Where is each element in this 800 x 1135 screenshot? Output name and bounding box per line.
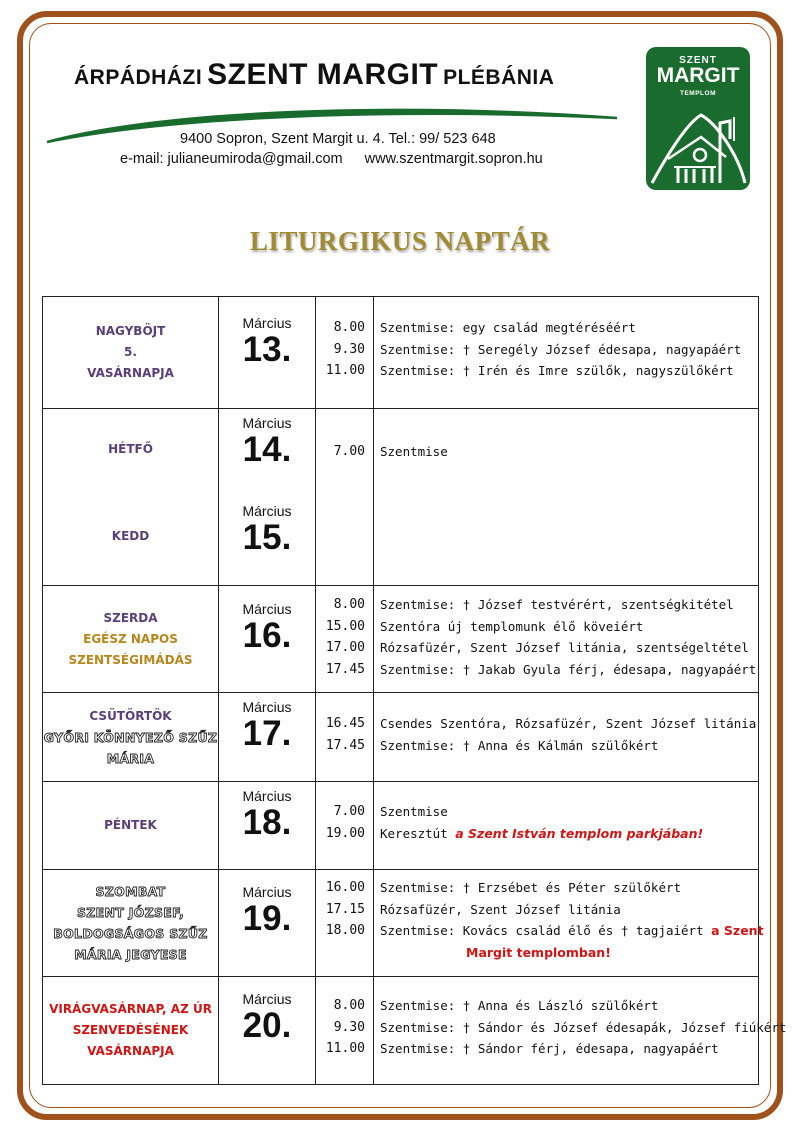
date-number: 14. bbox=[242, 430, 292, 469]
month-label: Március bbox=[242, 884, 292, 900]
time-value: 9.30 bbox=[333, 341, 365, 357]
event-text bbox=[374, 823, 758, 845]
contact-line bbox=[120, 151, 543, 167]
event-text: Szentmise: † József testvérért, szentségkitétel bbox=[380, 597, 734, 612]
date-cell bbox=[219, 409, 316, 586]
date-number: 18. bbox=[242, 803, 292, 842]
liturgical-calendar-table bbox=[42, 296, 787, 1085]
day-cell bbox=[43, 782, 219, 870]
event-text-prefix: Szentmise: Kovács család élő és † tagjaiért bbox=[380, 923, 712, 938]
day-subtitle: EGÉSZ NAPOS bbox=[83, 631, 178, 646]
day-subtitle: BOLDOGSÁGOS SZŰZ bbox=[53, 926, 208, 941]
email-text: e-mail: julianeumiroda@gmail.com bbox=[120, 151, 343, 167]
time-value: 16.45 bbox=[325, 716, 365, 731]
event-text: Szentmise: † Anna és Kálmán szülőkért bbox=[380, 737, 659, 753]
event-text: Szentmise: † Anna és László szülőkért bbox=[380, 998, 659, 1013]
month-label: Március bbox=[242, 601, 292, 617]
time-cell bbox=[316, 977, 374, 1085]
day-name: SZERDA bbox=[103, 610, 158, 625]
day-cell bbox=[43, 409, 219, 586]
time-value: 11.00 bbox=[325, 1041, 365, 1056]
date-cell bbox=[219, 870, 316, 977]
time-cell bbox=[316, 297, 374, 409]
time-value: 17.45 bbox=[325, 661, 365, 677]
church-logo bbox=[646, 47, 750, 190]
date-cell bbox=[219, 693, 316, 782]
table-row bbox=[43, 782, 759, 870]
event-text: Szentmise: † Irén és Imre szülők, nagyszülőkért bbox=[380, 363, 734, 378]
events-cell bbox=[374, 409, 759, 586]
month-label: Március bbox=[242, 699, 292, 715]
date-number: 16. bbox=[242, 616, 292, 655]
time-value: 7.00 bbox=[333, 444, 365, 459]
day-subtitle: SZENTSÉGIMÁDÁS bbox=[68, 652, 193, 667]
event-text: Szentmise: † Sándor és József édesapák, József fiúkért bbox=[380, 1019, 787, 1035]
event-text: Rózsafüzér, Szent József litánia bbox=[380, 901, 621, 917]
time-value: 19.00 bbox=[325, 825, 365, 841]
day-subtitle: MÁRIA JEGYESE bbox=[74, 947, 187, 962]
time-value: 17.15 bbox=[325, 901, 365, 917]
event-text: Szentóra új templomunk élő köveiért bbox=[380, 618, 644, 634]
events-cell bbox=[374, 870, 764, 977]
date-cell bbox=[219, 586, 316, 693]
events-cell bbox=[374, 977, 787, 1085]
day-name: SZENVEDÉSÉNEK bbox=[72, 1023, 189, 1037]
logo-line3: TEMPLOM bbox=[680, 90, 716, 97]
time-cell bbox=[316, 586, 374, 693]
time-value: 8.00 bbox=[333, 320, 365, 335]
table-row bbox=[43, 693, 759, 782]
event-text bbox=[374, 920, 764, 942]
time-cell bbox=[316, 693, 374, 782]
day-name: NAGYBÖJT bbox=[95, 324, 166, 338]
time-value: 7.00 bbox=[333, 804, 365, 819]
website-link[interactable]: www.szentmargit.sopron.hu bbox=[364, 151, 543, 167]
time-cell bbox=[316, 782, 374, 870]
event-text: Szentmise: † Sándor férj, édesapa, nagyapáért bbox=[380, 1041, 719, 1056]
day-name: VASÁRNAPJA bbox=[87, 366, 174, 380]
event-text: Szentmise: egy család megtéréséért bbox=[380, 320, 636, 335]
day-name: VIRÁGVASÁRNAP, AZ ÚR bbox=[49, 1002, 212, 1016]
time-value: 8.00 bbox=[333, 597, 365, 612]
day-name: KEDD bbox=[111, 529, 150, 543]
events-cell bbox=[374, 586, 759, 693]
day-name: HÉTFŐ bbox=[108, 442, 153, 456]
table-row bbox=[43, 409, 759, 586]
title-prefix: ÁRPÁDHÁZI bbox=[74, 66, 203, 89]
events-cell bbox=[374, 297, 759, 409]
day-subtitle: SZENT JÓZSEF, bbox=[76, 905, 184, 920]
date-number: 15. bbox=[242, 518, 292, 557]
event-text: Csendes Szentóra, Rózsafüzér, Szent József litánia bbox=[380, 716, 757, 731]
date-cell bbox=[219, 782, 316, 870]
day-name: PÉNTEK bbox=[104, 818, 157, 832]
date-cell bbox=[219, 297, 316, 409]
time-cell bbox=[316, 870, 374, 977]
event-location-highlight: Margit templomban! bbox=[466, 944, 611, 960]
month-label: Március bbox=[242, 315, 292, 331]
time-value: 15.00 bbox=[325, 618, 365, 634]
day-name: VASÁRNAPJA bbox=[87, 1044, 174, 1058]
month-label: Március bbox=[242, 991, 292, 1007]
day-name: 5. bbox=[124, 345, 137, 359]
date-number: 17. bbox=[242, 714, 292, 753]
address: 9400 Sopron, Szent Margit u. 4. Tel.: 99/ 523 648 bbox=[180, 131, 496, 147]
event-text: Szentmise: † Erzsébet és Péter szülőkért bbox=[380, 880, 682, 895]
day-subtitle: MÁRIA bbox=[106, 750, 155, 766]
table-row bbox=[43, 977, 759, 1085]
day-cell bbox=[43, 297, 219, 409]
event-text bbox=[374, 942, 758, 964]
date-cell bbox=[219, 977, 316, 1085]
logo-line1: SZENT bbox=[679, 55, 717, 66]
event-text: Szentmise: † Jakab Gyula férj, édesapa, nagyapáért bbox=[380, 661, 757, 677]
day-name: SZOMBAT bbox=[95, 884, 166, 899]
parish-title bbox=[74, 58, 554, 92]
time-value: 8.00 bbox=[333, 998, 365, 1013]
event-location-highlight: a Szent István templom parkjában! bbox=[455, 825, 704, 841]
date-number: 20. bbox=[242, 1006, 292, 1045]
title-suffix: PLÉBÁNIA bbox=[443, 66, 555, 89]
event-text-prefix: Keresztút bbox=[380, 825, 456, 841]
time-value: 17.00 bbox=[325, 640, 365, 655]
event-text: Szentmise bbox=[380, 444, 448, 459]
day-subtitle: GYŐRI KÖNNYEZŐ SZŰZ bbox=[43, 729, 218, 745]
title-main: SZENT MARGIT bbox=[207, 58, 439, 91]
table-row bbox=[43, 586, 759, 693]
day-cell bbox=[43, 693, 219, 782]
day-cell bbox=[43, 586, 219, 693]
church-drawing-icon bbox=[646, 99, 750, 187]
table-row bbox=[43, 297, 759, 409]
date-number: 13. bbox=[242, 330, 292, 369]
date-number: 19. bbox=[242, 899, 292, 938]
time-value: 11.00 bbox=[325, 363, 365, 378]
time-value: 18.00 bbox=[325, 923, 365, 938]
month-label: Március bbox=[242, 788, 292, 804]
event-location-highlight: a Szent bbox=[711, 923, 764, 938]
day-cell bbox=[43, 977, 219, 1085]
events-cell bbox=[374, 693, 759, 782]
logo-line2: MARGIT bbox=[656, 64, 740, 87]
month-label: Március bbox=[242, 503, 292, 519]
time-cell bbox=[316, 409, 374, 586]
table-row bbox=[43, 870, 759, 977]
event-text: Rózsafüzér, Szent József litánia, szentségeltétel bbox=[380, 640, 749, 655]
time-value: 16.00 bbox=[325, 880, 365, 895]
month-label: Március bbox=[242, 415, 292, 431]
time-value: 17.45 bbox=[325, 737, 365, 753]
page-heading: LITURGIKUS NAPTÁR bbox=[249, 226, 551, 256]
day-cell bbox=[43, 870, 219, 977]
events-cell bbox=[374, 782, 759, 870]
time-value: 9.30 bbox=[333, 1019, 365, 1035]
event-text: Szentmise bbox=[380, 804, 448, 819]
event-text: Szentmise: † Seregély József édesapa, nagyapáért bbox=[380, 341, 742, 357]
day-name: CSÜTÖRTÖK bbox=[89, 708, 172, 723]
